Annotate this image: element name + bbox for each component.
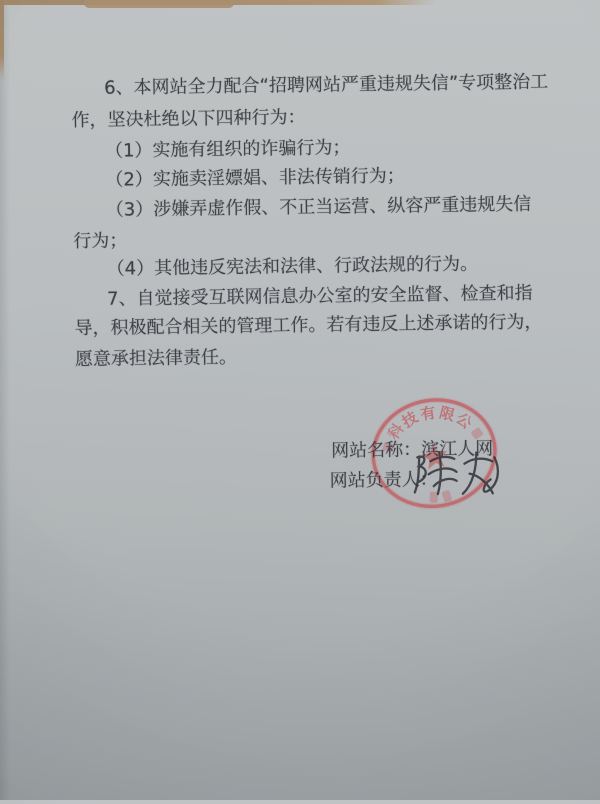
site-name-label: 网站名称：	[331, 439, 422, 462]
handwritten-signature	[409, 446, 502, 499]
body-text-line: 6、本网站全力配合“招聘网站严重违规失信”专项整治工	[103, 71, 549, 99]
site-owner-label: 网站负责人：	[329, 469, 438, 492]
seal-arc-char: 技	[398, 408, 422, 432]
body-text-line: 愿意承担法律责任。	[74, 346, 238, 371]
site-name-value: 滨江人网	[421, 438, 494, 461]
body-text-line: 7、自觉接受互联网信息办公室的安全监督、检查和指	[106, 282, 533, 310]
seal-arc-char: 科	[384, 420, 408, 443]
body-text-line: （1）实施有组织的诈骗行为；	[104, 137, 351, 162]
body-text-line: 作，坚决杜绝以下四种行为：	[71, 106, 306, 132]
body-text-line: （4）其他违反宪法和法律、行政法规的行为。	[106, 253, 479, 280]
body-text-line: 行为；	[73, 230, 128, 253]
seal-arc-char: 限	[437, 403, 457, 425]
body-text-line: （3）涉嫌弄虚作假、不正当运营、纵容严重违规失信	[105, 193, 532, 221]
seal-arc-char: 有	[419, 403, 437, 424]
seal-arc-char: 公	[452, 409, 476, 433]
body-text-line: （2）实施卖淫嫖娼、非法传销行为；	[105, 165, 405, 191]
body-text-line: 导，积极配合相关的管理工作。若有违反上述承诺的行为，	[74, 311, 543, 340]
